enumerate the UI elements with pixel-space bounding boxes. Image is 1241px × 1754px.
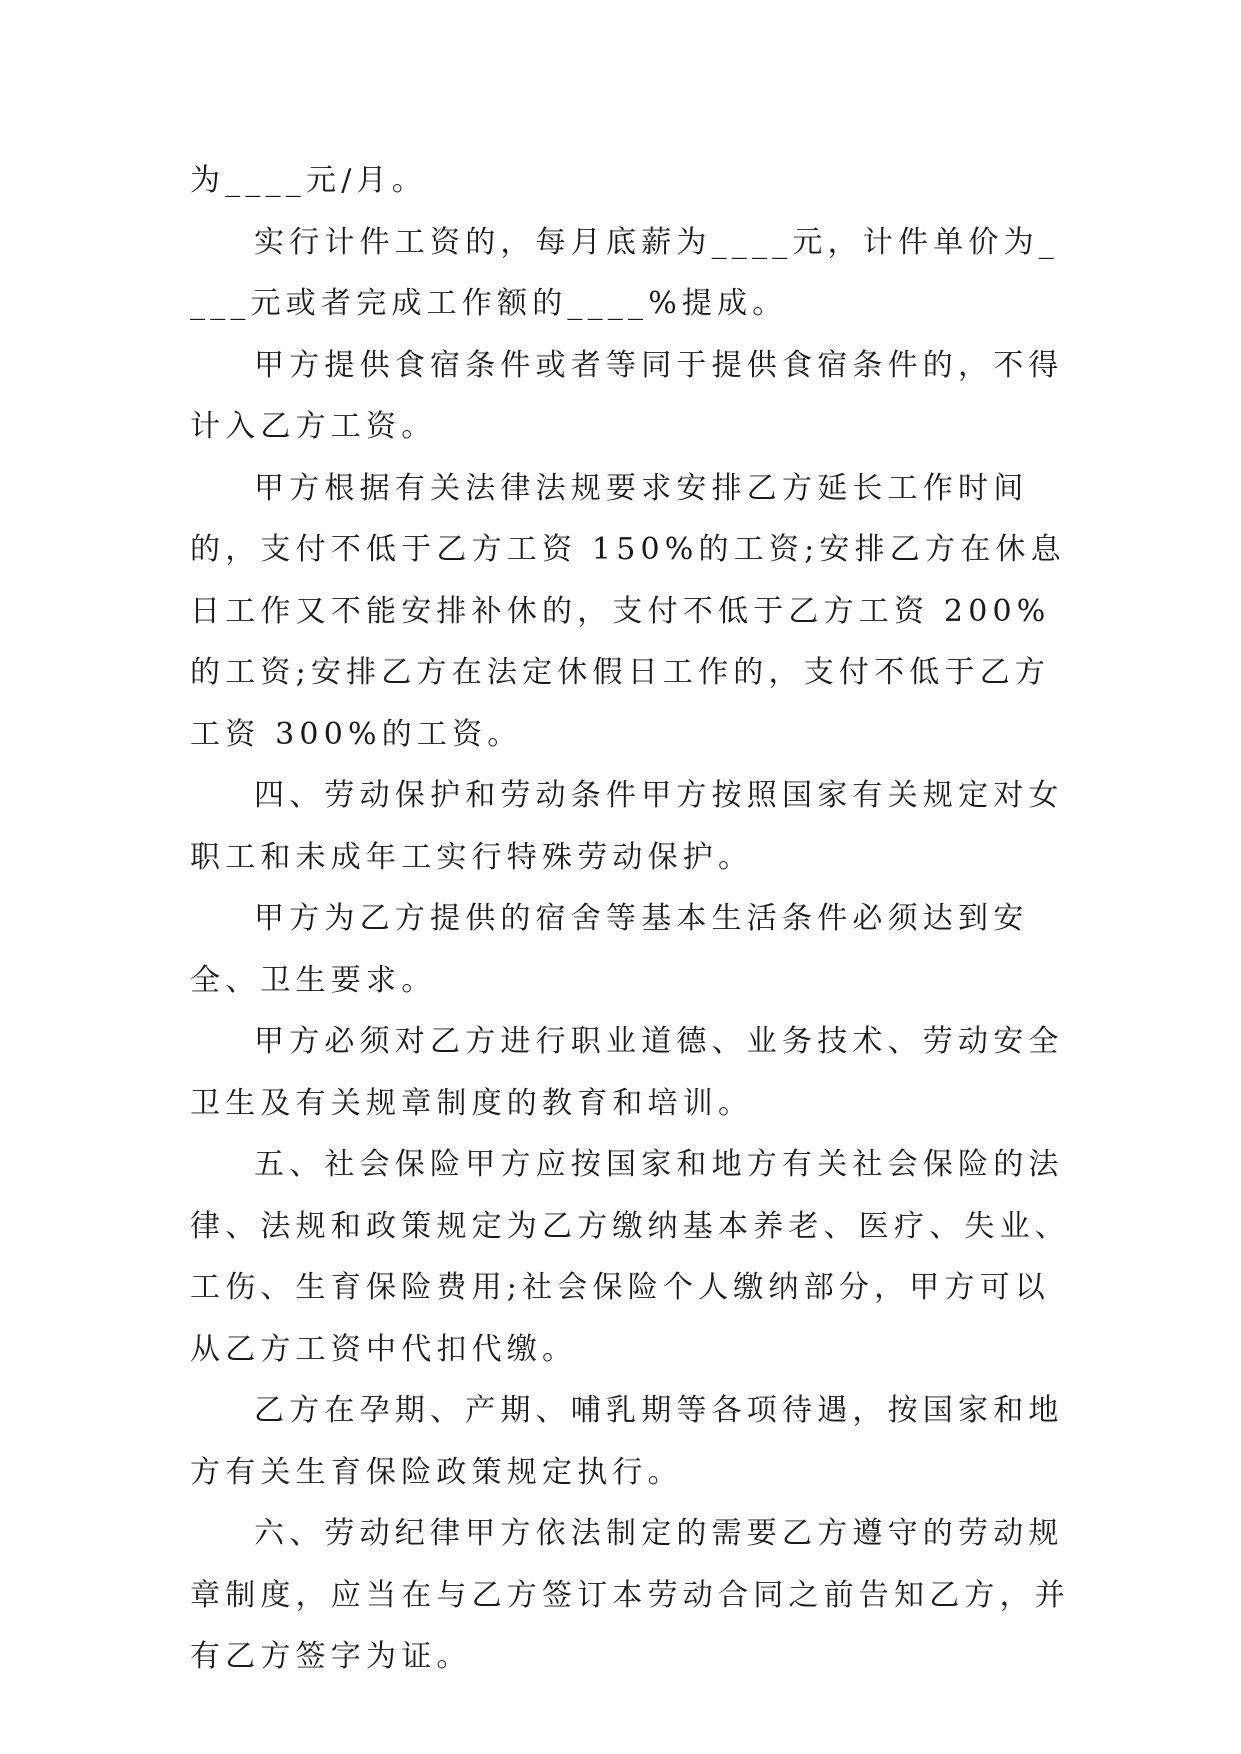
document-body xyxy=(190,150,1070,1688)
paragraph-piecework-wage: 实行计件工资的，每月底薪为____元，计件单价为____元或者完成工作额的____%提成。 xyxy=(190,224,1059,321)
paragraph-maternity: 乙方在孕期、产期、哺乳期等各项待遇，按国家和地方有关生育保险政策规定执行。 xyxy=(190,1393,1064,1490)
paragraph-social-insurance: 五、社会保险甲方应按国家和地方有关社会保险的法律、法规和政策规定为乙方缴纳基本养老、医疗、失业、工伤、生育保险费用;社会保险个人缴纳部分，甲方可以从乙方工资中代扣代缴。 xyxy=(190,1147,1070,1367)
paragraph-overtime-pay: 甲方根据有关法律法规要求安排乙方延长工作时间的，支付不低于乙方工资 150%的工资;安排乙方在休息日工作又不能安排补休的，支付不低于乙方工资 200%的工资;安排乙方在法定休假日工作的，支付不低于乙方工资 300%的工资。 xyxy=(190,470,1066,752)
paragraph-dormitory: 甲方为乙方提供的宿舍等基本生活条件必须达到安全、卫生要求。 xyxy=(190,901,1029,998)
paragraph-training: 甲方必须对乙方进行职业道德、业务技术、劳动安全卫生及有关规章制度的教育和培训。 xyxy=(190,1024,1064,1121)
paragraph-labor-protection: 四、劳动保护和劳动条件甲方按照国家有关规定对女职工和未成年工实行特殊劳动保护。 xyxy=(190,778,1064,875)
paragraph-board-lodging: 甲方提供食宿条件或者等同于提供食宿条件的，不得计入乙方工资。 xyxy=(190,347,1064,444)
paragraph-salary-continuation: 为____元/月。 xyxy=(190,163,427,198)
paragraph-labor-discipline: 六、劳动纪律甲方依法制定的需要乙方遵守的劳动规章制度，应当在与乙方签订本劳动合同之前告知乙方，并有乙方签字为证。 xyxy=(190,1516,1070,1674)
